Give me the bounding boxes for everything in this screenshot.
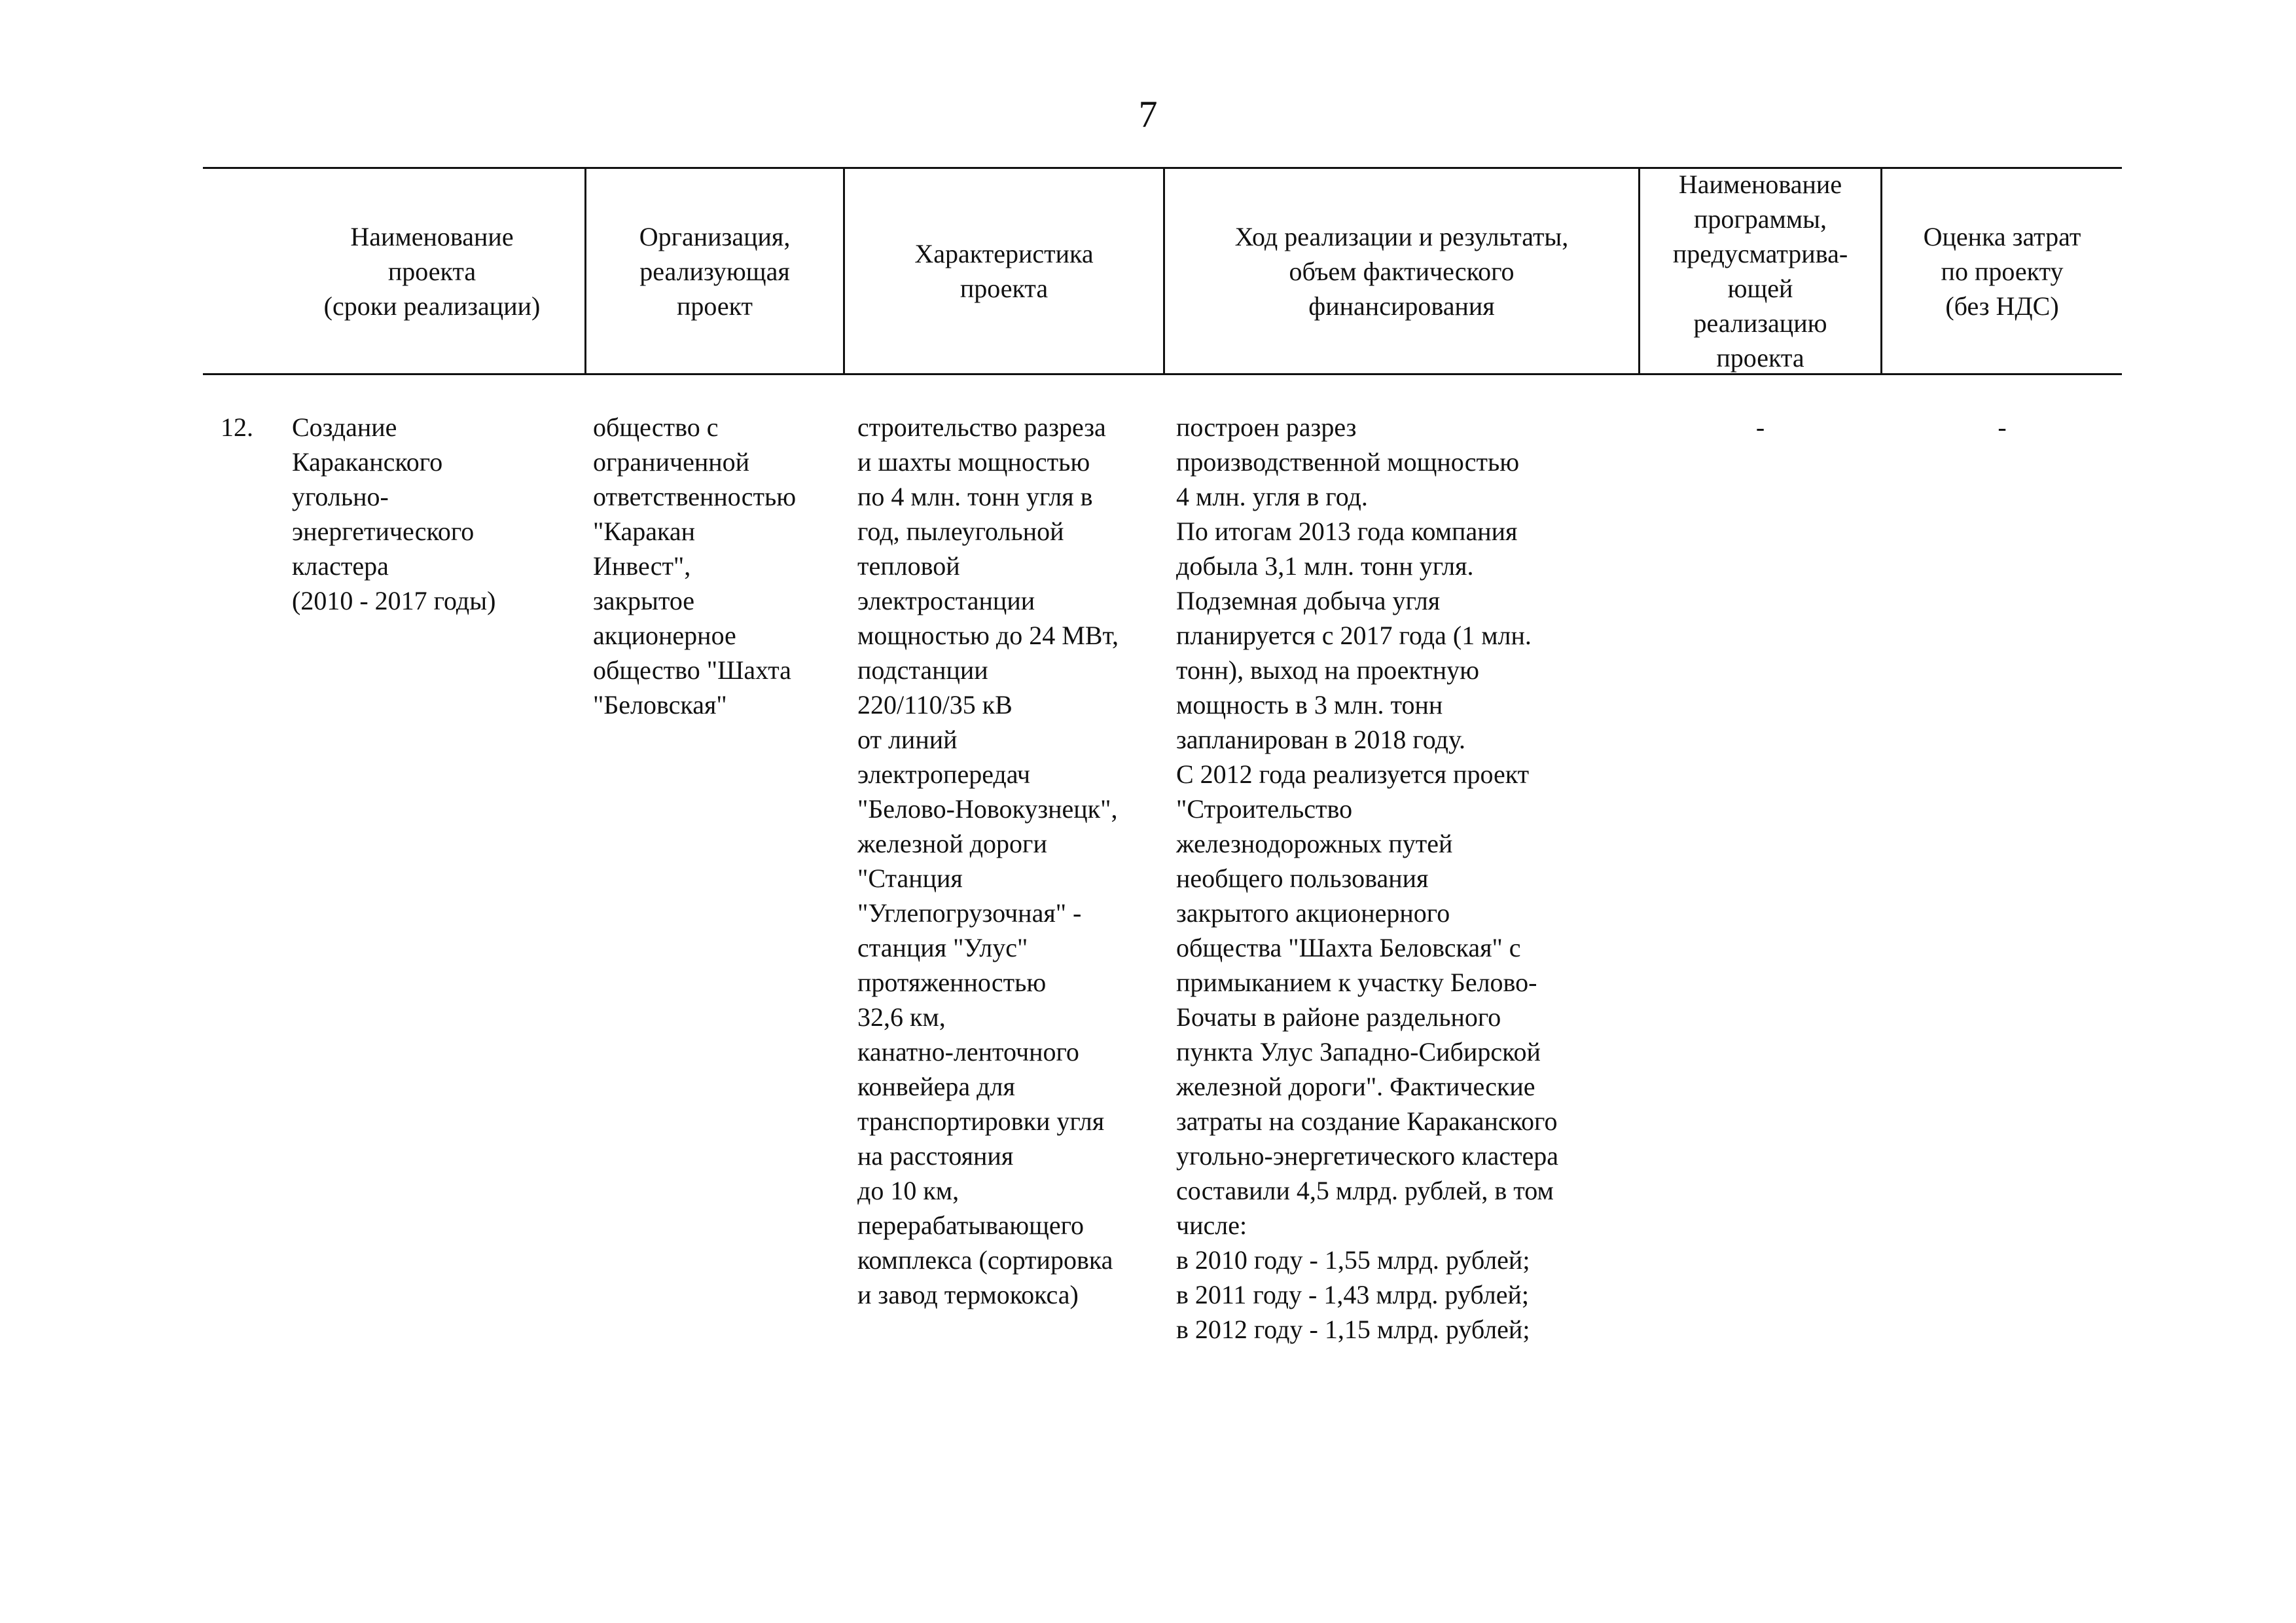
header-cost: Оценка затрат по проекту (без НДС) (1923, 221, 2081, 321)
header-characteristics: Характеристика проекта (914, 239, 1094, 303)
cell-program: - (1755, 412, 1765, 442)
header-program: Наименование программы, предусматрива- ющей реализацию проекта (1672, 170, 1848, 373)
header-organization: Организация, реализующая проект (639, 221, 791, 321)
cell-cost: - (1998, 412, 2007, 442)
cell-project-name: Создание Караканского угольно- энергетического кластера (2010 - 2017 годы) (292, 412, 496, 615)
cell-organization: общество с ограниченной ответственностью "Каракан Инвест", закрытое акционерное общество "Шахта "Беловская" (593, 412, 797, 720)
cell-progress: построен разрез производственной мощностью 4 млн. угля в год. По итогам 2013 года компания добыла 3,1 млн. тонн угля. Подземная добыча угля планируется с 2017 года (1 млн. тонн), выход на проектную мощность в 3 млн. тонн запланирован в 2018 году. С 2012 года реализуется проект "Строительство железнодорожных путей необщего пользования закрытого акционерного общества "Шахта Беловская" с примыканием к участку Белово- Бочаты в районе раздельного пункта Улус Западно-Сибирской железной дороги". Фактические затраты на создание Караканского угольно-энергетического кластера составили 4,5 млрд. рублей, в том числе: в 2010 году - 1,55 млрд. рублей; в 2011 году - 1,43 млрд. рублей; в 2012 году - 1,15 млрд. рублей; (1176, 412, 1558, 1344)
header-project-name: Наименование проекта (сроки реализации) (323, 221, 541, 321)
row-number: 12. (221, 412, 253, 442)
header-progress: Ход реализации и результаты, объем фактического финансирования (1234, 221, 1569, 321)
page-number: 7 (1138, 93, 1158, 136)
cell-characteristics: строительство разреза и шахты мощностью по 4 млн. тонн угля в год, пылеугольной тепловой электростанции мощностью до 24 МВт, подстанции 220/110/35 кВ от линий электропередач "Белово-Новокузнецк", железной дороги "Станция "Углепогрузочная" - станция "Улус" протяженностью 32,6 км, канатно-ленточного конвейера для транспортировки угля на расстояния до 10 км, перерабатывающего комплекса (сортировка и завод термококса) (857, 412, 1119, 1309)
